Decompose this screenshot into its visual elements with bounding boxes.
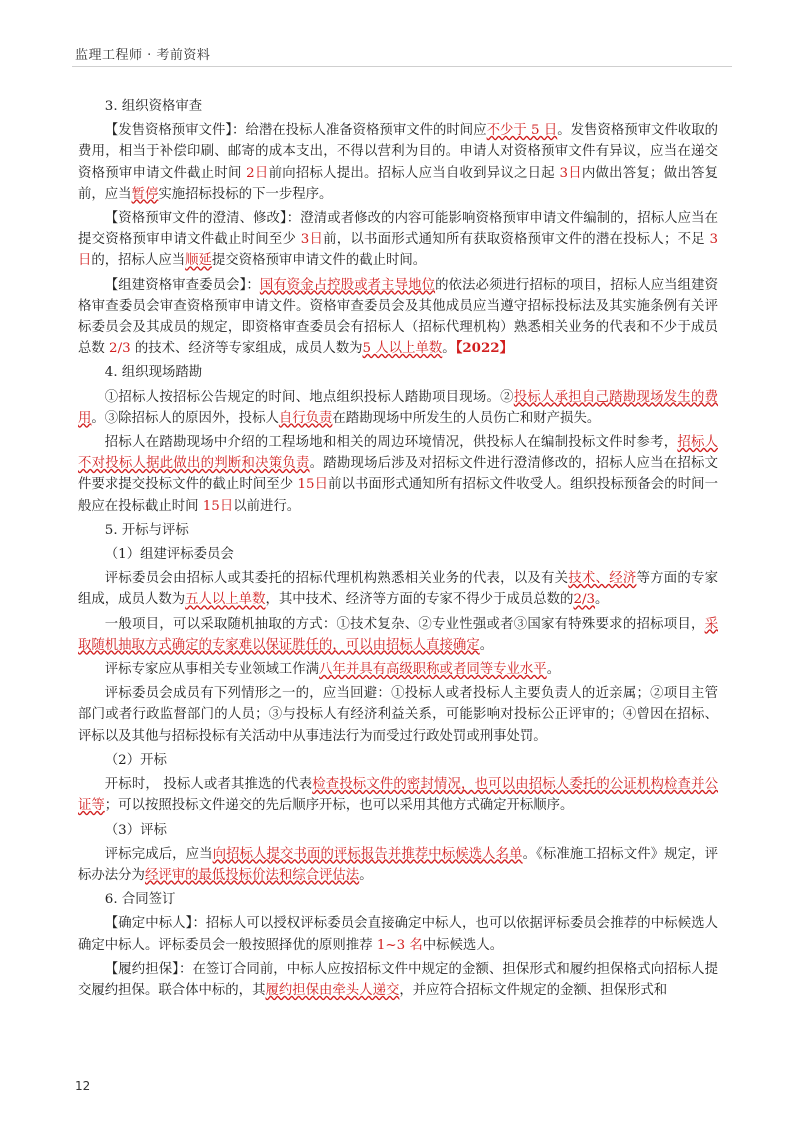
section-title: 4. 组织现场踏勘	[104, 365, 203, 381]
highlight: 履约担保由牵头人递交	[265, 982, 400, 998]
paragraph: 【组建资格审查委员会】：国有资金占控股或者主导地位的依法必须进行招标的项目，招标人应当组建资格审查委员会审查资格预审申请文件。资格审查委员会及其他成员应当遵守招标投标法及其实施条例有关评标委员会及其成员的规定，即资格审查委员会有招标人（招标代理机构）熟悉相关业务的代表和不少于成员总数 2/3 的技术、经济等专家组成，成员人数为5 人以上单数。【2022】	[78, 277, 719, 357]
highlight: 1~3 名	[376, 937, 423, 953]
paragraph: 一般项目，可以采取随机抽取的方式：①技术复杂、②专业性强或者③国家有特殊要求的招标项目，采取随机抽取方式确定的专家难以保证胜任的，可以由招标人直接确定。	[78, 616, 718, 653]
paragraph: 开标时， 投标人或者其推选的代表检查投标文件的密封情况，也可以由招标人委托的公证机构检查并公证等；可以按照投标文件递交的先后顺序开标，也可以采用其他方式确定开标顺序。	[78, 777, 719, 814]
paragraph: 评标完成后，应当向招标人提交书面的评标报告并推荐中标候选人名单。《标准施工招标文件》规定，评标办法分为经评审的最低投标价法和综合评估法。	[78, 846, 719, 883]
highlight: 自行负责	[278, 410, 333, 426]
highlight: 3日	[78, 232, 718, 269]
highlight: 15日	[297, 477, 329, 493]
page-number: 12	[75, 1079, 91, 1093]
highlight: 2/3	[109, 341, 131, 357]
paragraph: 评标委员会成员有下列情形之一的，应当回避：①投标人或者投标人主要负责人的近亲属；②项目主管部门或者行政监督部门的人员；③与投标人有经济利益关系，可能影响对投标公正评审的；④曾因在招标、评标以及其他与招标投标有关活动中从事违法行为而受过行政处罚或刑事处罚。	[78, 686, 718, 744]
subsection-title: （2）开标	[104, 752, 167, 768]
highlight: 5 人以上单数	[362, 341, 443, 357]
section-title: 6. 合同签订	[104, 892, 176, 908]
highlight: 3日	[559, 165, 582, 181]
document-body	[78, 96, 718, 1004]
paragraph: 【发售资格预审文件】：给潜在投标人准备资格预审文件的时间应不少于 5 日。发售资格预审文件收取的费用，相当于补偿印刷、邮寄的成本支出，不得以营利为目的。申请人对资格预审文件有异议，应当在递交资格预审申请文件截止时间 2日前向招标人提出。招标人应当自收到异议之日起 3日内做出答复；做出答复前，应当暂停实施招标投标的下一步程序。	[78, 123, 718, 202]
paragraph: ①招标人按招标公告规定的时间、地点组织投标人踏勘项目现场。②投标人承担自己踏勘现场发生的费用。③除招标人的原因外，投标人自行负责在踏勘现场中所发生的人员伤亡和财产损失。	[78, 389, 719, 426]
header-divider	[72, 66, 732, 67]
highlight: 经评审的最低投标价法和综合评估法	[144, 867, 360, 883]
highlight: 国有资金占控股或者主导地位	[259, 277, 436, 293]
highlight: 2日	[246, 165, 269, 181]
paragraph: 【确定中标人】：招标人可以授权评标委员会直接确定中标人，也可以依据评标委员会推荐的中标候选人确定中标人。评标委员会一般按照择优的原则推荐 1~3 名中标候选人。	[78, 916, 718, 953]
paragraph: 评标委员会由招标人或其委托的招标代理机构熟悉相关业务的代表，以及有关技术、经济等方面的专家组成，成员人数为五人以上单数，其中技术、经济等方面的专家不得少于成员总数的2/3。	[78, 571, 719, 608]
highlight: 八年并具有高级职称或者同等专业水平	[319, 662, 547, 678]
paragraph: 评标专家应从事相关专业领域工作满八年并具有高级职称或者同等专业水平。	[104, 662, 561, 678]
paragraph: 【资格预审文件的澄清、修改】：澄清或者修改的内容可能影响资格预审申请文件编制的，招标人应当在提交资格预审申请文件截止时间至少 3日前，以书面形式通知所有获取资格预审文件的潜在投标人；不足 3日的，招标人应当顺延提交资格预审申请文件的截止时间。	[78, 211, 718, 269]
highlight: 2/3	[573, 592, 596, 608]
highlight: 向招标人提交书面的评标报告并推荐中标候选人名单	[212, 846, 523, 862]
highlight: 五人以上单数	[185, 592, 266, 608]
highlight: 招标人不对投标人据此做出的判断和决策负责	[78, 435, 718, 472]
highlight: 采取随机抽取方式确定的专家难以保证胜任的，可以由招标人直接确定	[78, 616, 718, 653]
highlight: 暂停	[131, 186, 159, 202]
highlight: 3日	[300, 232, 324, 248]
subsection-title: （3）评标	[104, 822, 167, 838]
highlight: 技术、经济	[568, 571, 637, 587]
paragraph: 【履约担保】：在签订合同前，中标人应按招标文件中规定的金额、担保形式和履约担保格式向招标人提交履约担保。联合体中标的，其履约担保由牵头人递交，并应符合招标文件规定的金额、担保形式和	[78, 961, 718, 998]
highlight: 投标人承担自己踏勘现场发生的费用	[78, 389, 719, 426]
page-header: 监理工程师 · 考前资料	[75, 48, 211, 63]
section-title: 3. 组织资格审查	[104, 99, 203, 114]
subsection-title: （1）组建评标委员会	[104, 547, 234, 563]
highlight: 检查投标文件的密封情况，也可以由招标人委托的公证机构检查并公证等	[78, 777, 719, 814]
highlight: 15日	[202, 498, 234, 514]
highlight: 顺延	[185, 253, 212, 269]
highlight: 不少于 5 日	[486, 123, 558, 139]
paragraph: 招标人在踏勘现场中介绍的工程场地和相关的周边环境情况，供投标人在编制投标文件时参考，招标人不对投标人据此做出的判断和决策负责。踏勘现场后涉及对招标文件进行澄清修改的，招标人应当在招标文件要求提交投标文件的截止时间至少 15日前以书面形式通知所有招标文件收受人。组织投标预备会的时间一般应在投标截止时间 15日以前进行。	[78, 435, 719, 514]
section-title: 5. 开标与评标	[104, 522, 189, 538]
year-tag: 【2022】	[455, 340, 513, 357]
